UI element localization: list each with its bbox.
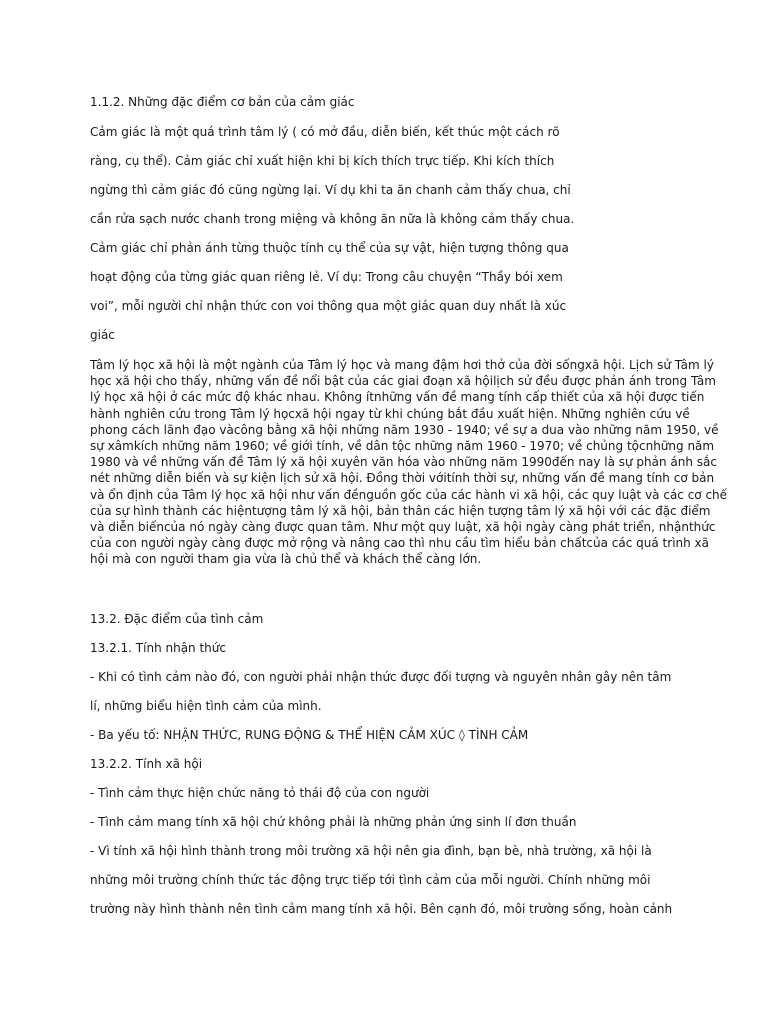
body-text-line: cần rửa sạch nước chanh trong miệng và không ăn nữa là không cảm thấy chua. bbox=[90, 212, 575, 226]
paragraph-line: phong cách lãnh đạo vàcông bằng xã hội những năm 1930 - 1940; về sự a dua vào những năm 1950, về bbox=[90, 422, 719, 437]
body-paragraph bbox=[90, 357, 728, 568]
paragraph-line: sự xâmkích những năm 1960; về giới tính, về dân tộc những năm 1960 - 1970; về chủng tộcnhững năm bbox=[90, 439, 715, 454]
body-text-line: - Tình cảm mang tính xã hội chứ không phải là những phản ứng sinh lí đơn thuần bbox=[90, 815, 577, 829]
body-text-line: Cảm giác chỉ phản ánh từng thuộc tính cụ thể của sự vật, hiện tượng thông qua bbox=[90, 241, 569, 255]
paragraph-line: học xã hội cho thấy, những vấn đề nổi bật của các giai đoạn xã hộilịch sử đều được phản ánh trong Tâm bbox=[90, 374, 716, 389]
body-text-line: ràng, cụ thể). Cảm giác chỉ xuất hiện khi bị kích thích trực tiếp. Khi kích thích bbox=[90, 154, 555, 168]
body-text-line: những môi trường chính thức tác động trực tiếp tới tình cảm của mỗi người. Chính những môi bbox=[90, 873, 651, 887]
paragraph-line: 1980 và về những vấn đề Tâm lý xã hội xuyên văn hóa vào những năm 1990đến nay là sự phản ánh sắc bbox=[90, 455, 717, 470]
body-text-line: - Khi có tình cảm nào đó, con người phải nhận thức được đối tượng và nguyên nhân gây nên tâm bbox=[90, 670, 672, 684]
subsection-heading: 13.2.2. Tính xã hội bbox=[90, 757, 203, 771]
body-text-line: voi”, mỗi người chỉ nhận thức con voi thông qua một giác quan duy nhất là xúc bbox=[90, 299, 567, 313]
section-heading: 13.2. Đặc điểm của tình cảm bbox=[90, 612, 264, 626]
body-text-line: trường này hình thành nên tình cảm mang tính xã hội. Bên cạnh đó, môi trường sống, hoàn cảnh bbox=[90, 902, 673, 916]
paragraph-line: của sự hình thành các hiệntượng tâm lý xã hội, bản thân các hiện tượng tâm lý xã hội với các đặc điểm bbox=[90, 503, 711, 518]
body-text-line: Cảm giác là một quá trình tâm lý ( có mở đầu, diễn biến, kết thúc một cách rõ bbox=[90, 125, 560, 139]
body-text-line: lí, những biểu hiện tình cảm của mình. bbox=[90, 699, 322, 713]
paragraph-line: của con người ngày càng được mở rộng và nâng cao thì nhu cầu tìm hiểu bản chấtcủa các quá trình xã bbox=[90, 536, 710, 551]
paragraph-line: hành nghiên cứu trong Tâm lý họcxã hội ngay từ khi chúng bắt đầu xuất hiện. Những nghiên cứu về bbox=[90, 406, 690, 421]
paragraph-line: và diễn biếncủa nó ngày càng được quan tâm. Như một quy luật, xã hội ngày càng phát triển, nhậnthức bbox=[90, 520, 716, 535]
paragraph-line: lý học xã hội ở các mức độ khác nhau. Không ítnhững vấn đề mang tính cấp thiết của xã hội được tiến bbox=[90, 390, 705, 405]
paragraph-line: Tâm lý học xã hội là một ngành của Tâm lý học và mang đậm hơi thở của đời sốngxã hội. Lịch sử Tâm lý bbox=[90, 358, 714, 372]
body-text-line: ngừng thì cảm giác đó cũng ngừng lại. Ví dụ khi ta ăn chanh cảm thấy chua, chỉ bbox=[90, 183, 571, 197]
section-heading: 1.1.2. Những đặc điểm cơ bản của cảm giác bbox=[90, 95, 355, 109]
body-text-line: hoạt động của từng giác quan riêng lẻ. Ví dụ: Trong câu chuyện “Thầy bói xem bbox=[90, 270, 563, 284]
body-text-line: giác bbox=[90, 328, 115, 342]
subsection-heading: 13.2.1. Tính nhận thức bbox=[90, 641, 226, 655]
paragraph-line: hội mà con người tham gia vừa là chủ thể và khách thể càng lớn. bbox=[90, 552, 482, 567]
paragraph-line: và ổn định của Tâm lý học xã hội như vấn đềnguồn gốc của các hành vi xã hội, các quy luật và các cơ chế bbox=[90, 487, 728, 502]
paragraph-line: nét những diễn biến và sự kiện lịch sử xã hội. Đồng thời vớitính thời sự, những vấn đề mang tính cơ bản bbox=[90, 471, 715, 486]
body-text-line: - Vì tính xã hội hình thành trong môi trường xã hội nên gia đình, bạn bè, nhà trường, xã hội là bbox=[90, 844, 652, 858]
body-text-line: - Ba yếu tố: NHẬN THỨC, RUNG ĐỘNG & THỂ HIỆN CẢM XÚC ◊ TÌNH CẢM bbox=[90, 728, 529, 742]
body-text-line: - Tình cảm thực hiện chức năng tỏ thái độ của con người bbox=[90, 786, 430, 800]
